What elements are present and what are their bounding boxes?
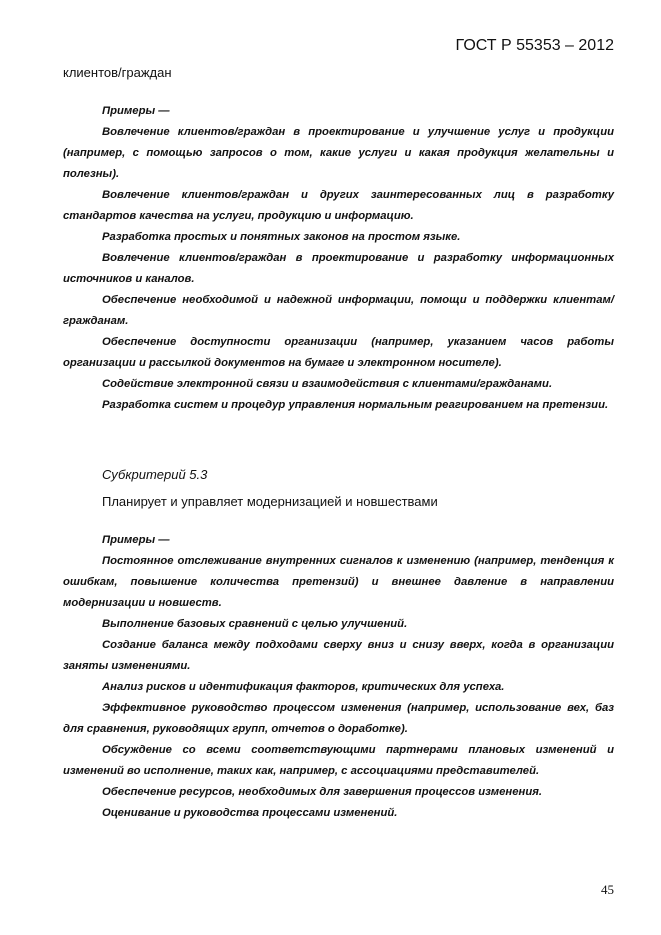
example-item: Эффективное руководство процессом изменения (например, использование вех, баз для сравнения, руководящих групп, отчетов о доработке).	[63, 702, 614, 735]
subcriterion-description: Планирует и управляет модернизацией и новшествами	[102, 494, 438, 509]
example-item: Оценивание и руководства процессами изменений.	[102, 807, 398, 819]
document-standard-header: ГОСТ Р 55353 – 2012	[455, 37, 614, 54]
examples-label: Примеры —	[102, 534, 170, 546]
example-item: Разработка систем и процедур управления нормальным реагированием на претензии.	[102, 399, 609, 411]
example-item: Обеспечение необходимой и надежной информации, помощи и поддержки клиентам/гражданам.	[63, 294, 614, 327]
example-item: Создание баланса между подходами сверху вниз и снизу вверх, когда в организации заняты изменениями.	[63, 639, 614, 672]
subcriterion-title: Субкритерий 5.3	[102, 467, 208, 482]
example-item: Содействие электронной связи и взаимодействия с клиентами/гражданами.	[102, 378, 553, 390]
example-item: Обсуждение со всеми соответствующими партнерами плановых изменений и изменений во исполнение, таких как, например, с ассоциациями представителей.	[63, 744, 614, 777]
continuation-text: клиентов/граждан	[63, 65, 172, 80]
example-item: Разработка простых и понятных законов на простом языке.	[102, 231, 461, 243]
example-item: Обеспечение доступности организации (например, указанием часов работы организации и рассылкой документов на бумаге и электронном носителе).	[63, 336, 614, 369]
example-item: Вовлечение клиентов/граждан и других заинтересованных лиц в разработку стандартов качества на услуги, продукцию и информацию.	[63, 189, 614, 222]
example-item: Вовлечение клиентов/граждан в проектирование и улучшение услуг и продукции (например, с помощью запросов о том, какие услуги и какая продукция желательны и полезны).	[63, 126, 614, 180]
page-number: 45	[601, 882, 614, 897]
examples-label: Примеры —	[102, 105, 170, 117]
example-item: Анализ рисков и идентификация факторов, критических для успеха.	[102, 681, 505, 693]
example-item: Обеспечение ресурсов, необходимых для завершения процессов изменения.	[102, 786, 543, 798]
examples-block-1	[63, 101, 614, 416]
example-item: Постоянное отслеживание внутренних сигналов к изменению (например, тенденция к ошибкам, повышение количества претензий) и внешнее давление в направлении модернизации и новшеств.	[63, 555, 614, 609]
example-item: Вовлечение клиентов/граждан в проектирование и разработку информационных источников и каналов.	[63, 252, 614, 285]
example-item: Выполнение базовых сравнений с целью улучшений.	[102, 618, 408, 630]
examples-block-2	[63, 530, 614, 824]
